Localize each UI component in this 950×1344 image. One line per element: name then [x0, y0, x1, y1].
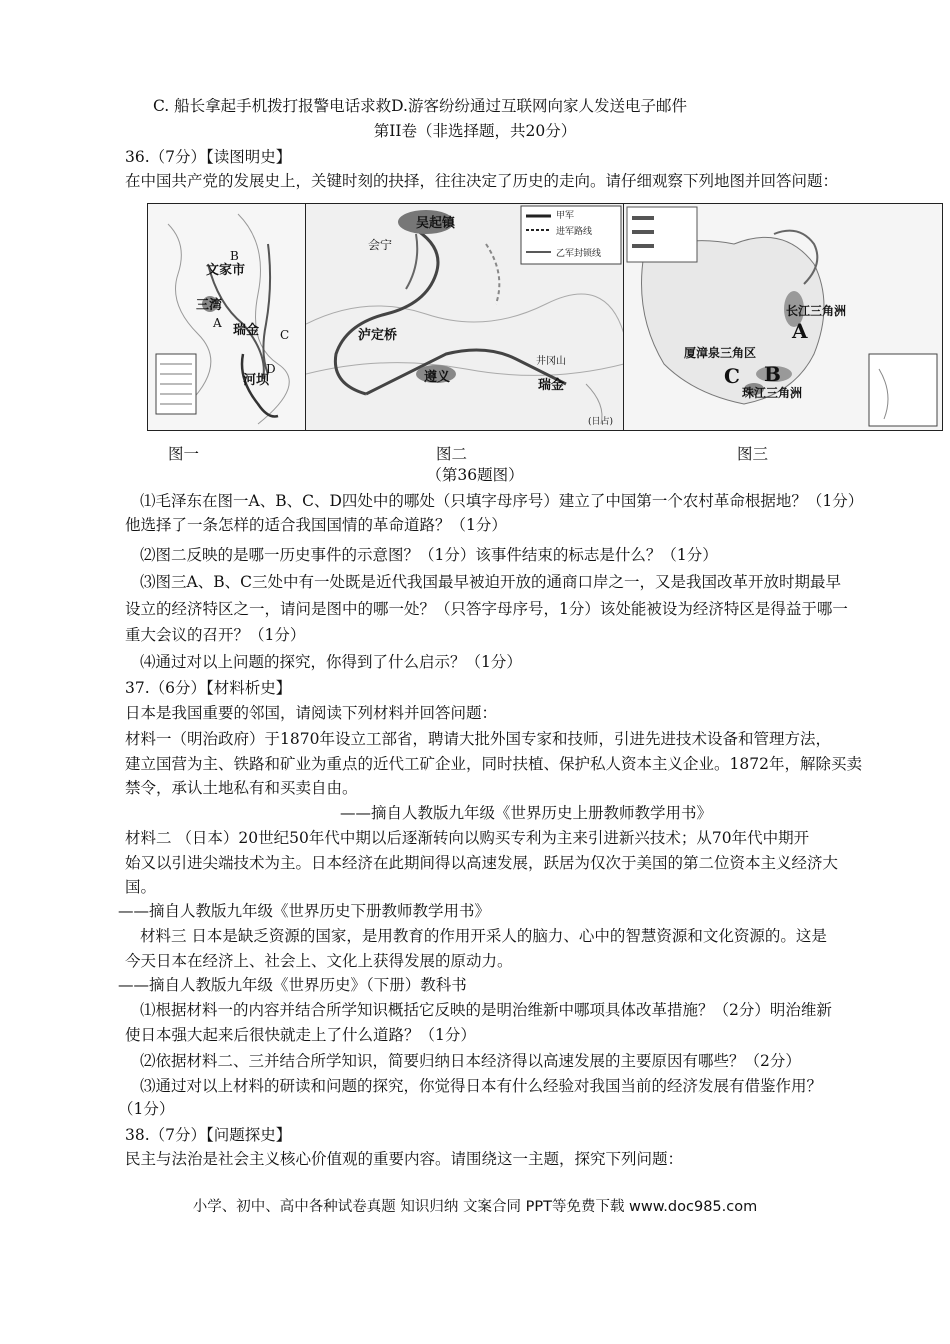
label-huining: 会宁: [368, 238, 393, 252]
marker-b: B: [230, 249, 239, 263]
material-1b: 建立国营为主、铁路和矿业为重点的近代工矿企业，同时扶植、保护私人资本主义企业。1872年，解除买卖: [125, 755, 862, 773]
label-wuqizhen: 吴起镇: [416, 216, 456, 231]
label-wenjiashi: 文家市: [206, 263, 246, 278]
q36-3c: 重大会议的召开？（1分）: [125, 626, 306, 644]
q36-3b: 设立的经济特区之一，请问是图中的哪一处？（只答字母序号，1分）该处能被设为经济特区是得益于哪一: [125, 600, 848, 618]
q37-1b: 使日本强大起来后很快就走上了什么道路？（1分）: [125, 1026, 476, 1044]
material-2c: 国。: [125, 878, 157, 896]
page-footer: 小学、初中、高中各种试卷真题 知识归纳 文案合同 PPT等免费下载 www.doc985.com: [192, 1199, 758, 1215]
q36-2: ⑵图二反映的是哪一历史事件的示意图？（1分）该事件结束的标志是什么？（1分）: [140, 546, 718, 564]
marker-b-3: B: [764, 362, 781, 386]
material-2-source: ——摘自人教版九年级《世界历史下册教师教学用书》: [118, 902, 491, 920]
caption-fig1: 图一: [168, 445, 200, 463]
label-ruijin: 瑞金: [233, 323, 260, 338]
material-3-source: ——摘自人教版九年级《世界历史》（下册）教科书: [118, 976, 467, 994]
q36-1a: ⑴毛泽东在图一A、B、C、D四处中的哪处（只填字母序号）建立了中国第一个农村革命根据地？（1分）: [140, 492, 864, 510]
q38-intro: 民主与法治是社会主义核心价值观的重要内容。请围绕这一主题，探究下列问题：: [125, 1150, 684, 1168]
legend-blockade: 乙军封锁线: [556, 249, 602, 259]
q37-2: ⑵依据材料二、三并结合所学知识，简要归纳日本经济得以高速发展的主要原因有哪些？（2分）: [140, 1052, 801, 1070]
legend-route: 进军路线: [556, 227, 593, 237]
label-zhujiang-delta: 珠江三角洲: [742, 386, 803, 400]
material-1a: 材料一（明治政府）于1870年设立工部省，聘请大批外国专家和技师，引进先进技术设备和管理方法，: [125, 730, 831, 748]
q37-heading: 37.（6分）【材料析史】: [125, 679, 292, 697]
label-jinggangshan: 井冈山: [536, 356, 566, 367]
label-xiazhangquan: 厦漳泉三角区: [684, 346, 757, 360]
legend-jiajun: 甲军: [556, 211, 575, 221]
marker-c: C: [280, 328, 290, 342]
label-sanwan: 三湾: [196, 298, 223, 313]
section-title: 第II卷（非选择题，共20分）: [373, 122, 577, 140]
option-c-d: C. 船长拿起手机拨打报警电话求救D.游客纷纷通过互联网向家人发送电子邮件: [153, 97, 687, 115]
marker-c-3: C: [724, 364, 740, 388]
q37-3b: （1分）: [118, 1100, 175, 1118]
figure-caption: （第36题图）: [426, 466, 524, 484]
figure-36-maps: [145, 203, 945, 438]
map-figure-3: [623, 203, 943, 431]
material-3a: 材料三 日本是缺乏资源的国家，是用教育的作用开采人的脑力、心中的智慧资源和文化资源的。这是: [140, 927, 827, 945]
q37-1a: ⑴根据材料一的内容并结合所学知识概括它反映的是明治维新中哪项具体改革措施？（2分）明治维新: [140, 1001, 832, 1019]
label-changjiang-delta: 长江三角洲: [786, 304, 847, 318]
material-2a: 材料二 （日本）20世纪50年代中期以后逐渐转向以购买专利为主来引进新兴技术；从70年代中期开: [125, 829, 810, 847]
q37-3a: ⑶通过对以上材料的研读和问题的探究，你觉得日本有什么经验对我国当前的经济发展有借鉴作用？: [140, 1077, 823, 1095]
q36-heading: 36.（7分）【读图明史】: [125, 148, 292, 166]
marker-a: A: [213, 316, 222, 330]
q36-intro: 在中国共产党的发展史上，关键时刻的抉择，往往决定了历史的走向。请仔细观察下列地图并回答问题：: [125, 172, 839, 190]
label-ludingqiao: 泸定桥: [358, 328, 398, 343]
map-figure-1: [147, 203, 307, 431]
map-figure-2: [305, 203, 625, 431]
q37-intro: 日本是我国重要的邻国，请阅读下列材料并回答问题：: [125, 704, 498, 722]
material-1c: 禁令，承认土地私有和买卖自由。: [125, 779, 358, 797]
label-rizhan: (日占): [588, 417, 614, 427]
label-zunyi: 遵义: [424, 370, 451, 385]
caption-fig2: 图二: [436, 445, 468, 463]
q36-4: ⑷通过对以上问题的探究，你得到了什么启示？（1分）: [140, 653, 522, 671]
q36-1b: 他选择了一条怎样的适合我国国情的革命道路？（1分）: [125, 516, 507, 534]
material-1-source: ——摘自人教版九年级《世界历史上册教师教学用书》: [340, 804, 713, 822]
material-3b: 今天日本在经济上、社会上、文化上获得发展的原动力。: [125, 952, 513, 970]
material-2b: 始又以引进尖端技术为主。日本经济在此期间得以高速发展，跃居为仅次于美国的第二位资本主义经济大: [125, 854, 839, 872]
q38-heading: 38.（7分）【问题探史】: [125, 1126, 292, 1144]
label-heba: 河坝: [243, 373, 270, 388]
marker-a-3: A: [792, 319, 808, 343]
caption-fig3: 图三: [737, 445, 769, 463]
q36-3a: ⑶图三A、B、C三处中有一处既是近代我国最早被迫开放的通商口岸之一，又是我国改革开放时期最早: [140, 573, 841, 591]
label-ruijin-2: 瑞金: [538, 378, 565, 393]
marker-d: D: [266, 362, 276, 376]
